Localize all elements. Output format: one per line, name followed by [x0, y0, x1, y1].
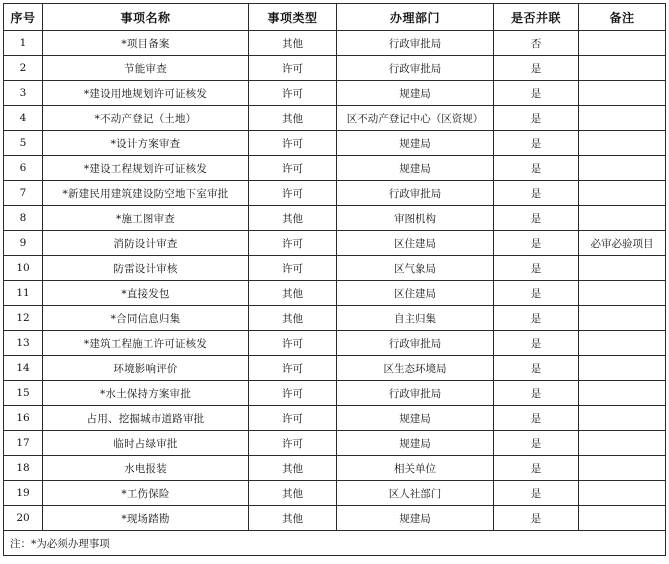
table-row — [4, 31, 666, 56]
cell-type: 许可 — [249, 231, 337, 256]
table-body — [4, 31, 666, 531]
cell-name: *设计方案审查 — [43, 131, 249, 156]
cell-dept: 规建局 — [337, 131, 494, 156]
table-row — [4, 56, 666, 81]
cell-name: 消防设计审查 — [43, 231, 249, 256]
table-row — [4, 81, 666, 106]
cell-no: 16 — [4, 406, 43, 431]
approval-items-table — [3, 3, 666, 556]
cell-type: 许可 — [249, 406, 337, 431]
cell-type: 许可 — [249, 81, 337, 106]
cell-no: 12 — [4, 306, 43, 331]
cell-parallel: 是 — [494, 156, 579, 181]
cell-type: 许可 — [249, 256, 337, 281]
table-row — [4, 256, 666, 281]
cell-remark — [579, 356, 666, 381]
footnote: 注：*为必须办理事项 — [4, 531, 666, 556]
cell-dept: 行政审批局 — [337, 31, 494, 56]
cell-remark — [579, 206, 666, 231]
cell-remark — [579, 456, 666, 481]
cell-dept: 区人社部门 — [337, 481, 494, 506]
cell-parallel: 是 — [494, 431, 579, 456]
cell-remark — [579, 81, 666, 106]
cell-type: 其他 — [249, 456, 337, 481]
cell-no: 15 — [4, 381, 43, 406]
cell-remark — [579, 481, 666, 506]
cell-parallel: 是 — [494, 81, 579, 106]
cell-remark — [579, 181, 666, 206]
cell-type: 其他 — [249, 31, 337, 56]
cell-name: *水土保持方案审批 — [43, 381, 249, 406]
cell-name: *现场踏勘 — [43, 506, 249, 531]
table-row — [4, 331, 666, 356]
cell-type: 许可 — [249, 131, 337, 156]
cell-parallel: 是 — [494, 206, 579, 231]
cell-parallel: 是 — [494, 481, 579, 506]
cell-remark — [579, 56, 666, 81]
table-row — [4, 506, 666, 531]
header-parallel: 是否并联 — [494, 4, 579, 31]
cell-type: 许可 — [249, 356, 337, 381]
cell-parallel: 是 — [494, 256, 579, 281]
table-row — [4, 356, 666, 381]
cell-remark — [579, 331, 666, 356]
cell-dept: 行政审批局 — [337, 331, 494, 356]
table-row — [4, 481, 666, 506]
cell-no: 1 — [4, 31, 43, 56]
cell-type: 其他 — [249, 106, 337, 131]
table-header — [4, 4, 666, 31]
table-row — [4, 131, 666, 156]
cell-parallel: 是 — [494, 456, 579, 481]
cell-type: 其他 — [249, 281, 337, 306]
cell-no: 3 — [4, 81, 43, 106]
table-row — [4, 456, 666, 481]
cell-parallel: 是 — [494, 506, 579, 531]
cell-no: 9 — [4, 231, 43, 256]
cell-dept: 区不动产登记中心（区资规） — [337, 106, 494, 131]
cell-parallel: 是 — [494, 131, 579, 156]
cell-parallel: 是 — [494, 406, 579, 431]
table-row — [4, 431, 666, 456]
cell-dept: 规建局 — [337, 156, 494, 181]
cell-name: 占用、挖掘城市道路审批 — [43, 406, 249, 431]
cell-type: 许可 — [249, 331, 337, 356]
cell-remark — [579, 31, 666, 56]
cell-type: 许可 — [249, 181, 337, 206]
cell-name: *项目备案 — [43, 31, 249, 56]
cell-type: 其他 — [249, 206, 337, 231]
cell-dept: 规建局 — [337, 406, 494, 431]
cell-name: *建筑工程施工许可证核发 — [43, 331, 249, 356]
header-type: 事项类型 — [249, 4, 337, 31]
cell-dept: 规建局 — [337, 506, 494, 531]
cell-dept: 行政审批局 — [337, 381, 494, 406]
cell-remark — [579, 256, 666, 281]
cell-type: 许可 — [249, 381, 337, 406]
cell-type: 其他 — [249, 306, 337, 331]
cell-no: 4 — [4, 106, 43, 131]
table-row — [4, 181, 666, 206]
cell-type: 其他 — [249, 506, 337, 531]
cell-no: 5 — [4, 131, 43, 156]
cell-parallel: 是 — [494, 106, 579, 131]
cell-parallel: 是 — [494, 56, 579, 81]
cell-remark — [579, 156, 666, 181]
cell-remark — [579, 281, 666, 306]
cell-remark — [579, 381, 666, 406]
header-dept: 办理部门 — [337, 4, 494, 31]
footnote-row — [4, 531, 666, 556]
cell-parallel: 是 — [494, 306, 579, 331]
cell-remark — [579, 406, 666, 431]
cell-dept: 行政审批局 — [337, 181, 494, 206]
cell-remark — [579, 306, 666, 331]
cell-no: 2 — [4, 56, 43, 81]
header-remark: 备注 — [579, 4, 666, 31]
header-name: 事项名称 — [43, 4, 249, 31]
cell-no: 11 — [4, 281, 43, 306]
cell-no: 10 — [4, 256, 43, 281]
table-row — [4, 281, 666, 306]
cell-dept: 区住建局 — [337, 281, 494, 306]
cell-parallel: 是 — [494, 281, 579, 306]
cell-parallel: 是 — [494, 231, 579, 256]
cell-name: 临时占绿审批 — [43, 431, 249, 456]
cell-dept: 相关单位 — [337, 456, 494, 481]
cell-parallel: 是 — [494, 381, 579, 406]
cell-name: 节能审查 — [43, 56, 249, 81]
cell-dept: 区生态环境局 — [337, 356, 494, 381]
cell-type: 许可 — [249, 56, 337, 81]
cell-name: *新建民用建筑建设防空地下室审批 — [43, 181, 249, 206]
table-row — [4, 406, 666, 431]
cell-name: 水电报装 — [43, 456, 249, 481]
header-row — [4, 4, 666, 31]
cell-dept: 行政审批局 — [337, 56, 494, 81]
cell-no: 7 — [4, 181, 43, 206]
cell-dept: 规建局 — [337, 431, 494, 456]
cell-name: *不动产登记（土地） — [43, 106, 249, 131]
cell-no: 8 — [4, 206, 43, 231]
header-no: 序号 — [4, 4, 43, 31]
cell-parallel: 否 — [494, 31, 579, 56]
cell-remark — [579, 106, 666, 131]
table-row — [4, 106, 666, 131]
cell-dept: 区住建局 — [337, 231, 494, 256]
cell-no: 6 — [4, 156, 43, 181]
cell-no: 13 — [4, 331, 43, 356]
cell-name: *建设用地规划许可证核发 — [43, 81, 249, 106]
cell-type: 其他 — [249, 481, 337, 506]
cell-no: 14 — [4, 356, 43, 381]
table-footer — [4, 531, 666, 556]
cell-no: 20 — [4, 506, 43, 531]
cell-name: 防雷设计审核 — [43, 256, 249, 281]
cell-remark: 必审必验项目 — [579, 231, 666, 256]
cell-type: 许可 — [249, 431, 337, 456]
cell-dept: 区气象局 — [337, 256, 494, 281]
cell-name: *合同信息归集 — [43, 306, 249, 331]
table-row — [4, 381, 666, 406]
table-row — [4, 231, 666, 256]
cell-name: *施工图审查 — [43, 206, 249, 231]
cell-remark — [579, 131, 666, 156]
cell-no: 19 — [4, 481, 43, 506]
table-row — [4, 156, 666, 181]
cell-name: *建设工程规划许可证核发 — [43, 156, 249, 181]
cell-parallel: 是 — [494, 181, 579, 206]
cell-parallel: 是 — [494, 356, 579, 381]
cell-name: *直接发包 — [43, 281, 249, 306]
cell-no: 17 — [4, 431, 43, 456]
cell-remark — [579, 506, 666, 531]
cell-name: 环境影响评价 — [43, 356, 249, 381]
cell-type: 许可 — [249, 156, 337, 181]
cell-name: *工伤保险 — [43, 481, 249, 506]
cell-dept: 审图机构 — [337, 206, 494, 231]
cell-dept: 自主归集 — [337, 306, 494, 331]
cell-no: 18 — [4, 456, 43, 481]
table-row — [4, 206, 666, 231]
table-row — [4, 306, 666, 331]
cell-remark — [579, 431, 666, 456]
cell-parallel: 是 — [494, 331, 579, 356]
cell-dept: 规建局 — [337, 81, 494, 106]
